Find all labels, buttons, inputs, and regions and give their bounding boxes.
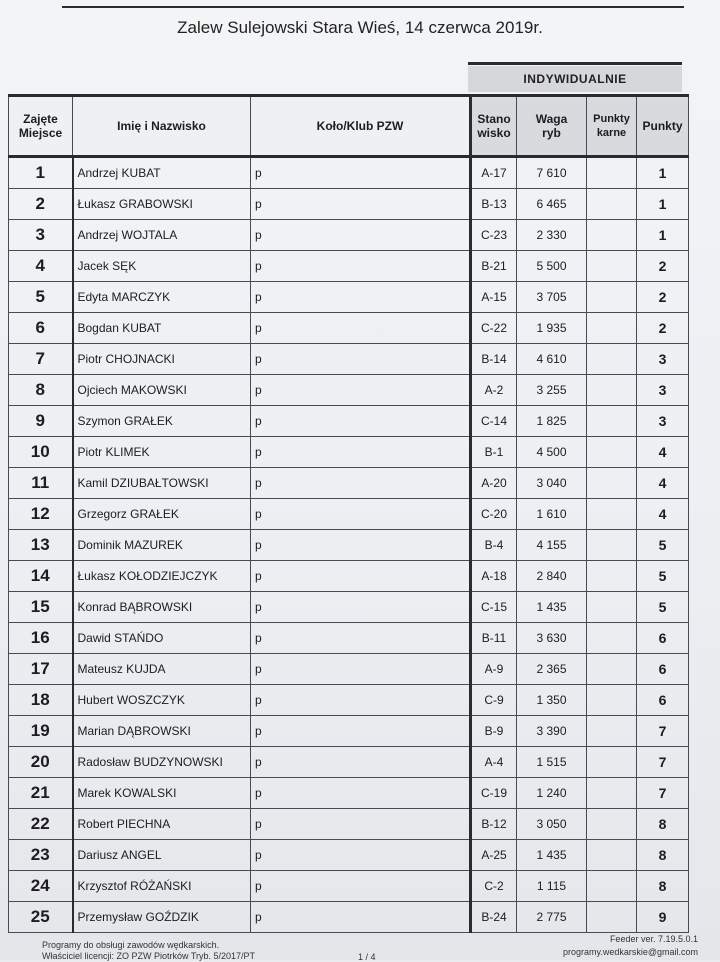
penalty-cell (587, 437, 637, 468)
stano-cell: A-2 (471, 375, 517, 406)
penalty-cell (587, 654, 637, 685)
club-cell: p (251, 778, 471, 809)
name-cell: Ojciech MAKOWSKI (73, 375, 251, 406)
weight-cell: 4 500 (517, 437, 587, 468)
place-cell: 25 (9, 902, 73, 933)
place-cell: 8 (9, 375, 73, 406)
footer-page-number: 1 / 4 (358, 952, 376, 962)
points-cell: 6 (637, 623, 689, 654)
name-cell: Edyta MARCZYK (73, 282, 251, 313)
weight-cell: 4 610 (517, 344, 587, 375)
points-cell: 1 (637, 157, 689, 189)
weight-cell: 1 435 (517, 840, 587, 871)
header-club: Koło/Klub PZW (251, 96, 471, 157)
table-row (9, 468, 689, 499)
points-cell: 7 (637, 716, 689, 747)
table-row (9, 592, 689, 623)
weight-cell: 3 050 (517, 809, 587, 840)
penalty-cell (587, 809, 637, 840)
points-cell: 5 (637, 561, 689, 592)
table-row (9, 375, 689, 406)
table-row (9, 406, 689, 437)
header-name: Imię i Nazwisko (73, 96, 251, 157)
table-row (9, 437, 689, 468)
name-cell: Piotr CHOJNACKI (73, 344, 251, 375)
place-cell: 2 (9, 189, 73, 220)
place-cell: 15 (9, 592, 73, 623)
club-cell: p (251, 406, 471, 437)
stano-cell: B-24 (471, 902, 517, 933)
table-row (9, 778, 689, 809)
stano-cell: B-4 (471, 530, 517, 561)
stano-cell: C-15 (471, 592, 517, 623)
penalty-cell (587, 499, 637, 530)
penalty-cell (587, 251, 637, 282)
table-row (9, 871, 689, 902)
club-cell: p (251, 623, 471, 654)
club-cell: p (251, 685, 471, 716)
table-row (9, 809, 689, 840)
name-cell: Bogdan KUBAT (73, 313, 251, 344)
penalty-cell (587, 406, 637, 437)
stano-cell: B-14 (471, 344, 517, 375)
weight-cell: 2 330 (517, 220, 587, 251)
points-cell: 3 (637, 375, 689, 406)
place-cell: 3 (9, 220, 73, 251)
weight-cell: 1 515 (517, 747, 587, 778)
weight-cell: 1 240 (517, 778, 587, 809)
name-cell: Mateusz KUJDA (73, 654, 251, 685)
points-cell: 1 (637, 189, 689, 220)
weight-cell: 1 115 (517, 871, 587, 902)
points-cell: 8 (637, 840, 689, 871)
weight-cell: 2 775 (517, 902, 587, 933)
weight-cell: 5 500 (517, 251, 587, 282)
penalty-cell (587, 902, 637, 933)
points-cell: 2 (637, 313, 689, 344)
club-cell: p (251, 871, 471, 902)
club-cell: p (251, 716, 471, 747)
club-cell: p (251, 344, 471, 375)
header-stano: Stano wisko (471, 96, 517, 157)
club-cell: p (251, 592, 471, 623)
place-cell: 16 (9, 623, 73, 654)
club-cell: p (251, 809, 471, 840)
table-row (9, 654, 689, 685)
footer-line1: Programy do obsługi zawodów wędkarskich. (42, 940, 220, 950)
stano-cell: B-1 (471, 437, 517, 468)
penalty-cell (587, 840, 637, 871)
club-cell: p (251, 437, 471, 468)
table-row (9, 902, 689, 933)
penalty-cell (587, 313, 637, 344)
footer-software (563, 933, 698, 959)
place-cell: 6 (9, 313, 73, 344)
club-cell: p (251, 375, 471, 406)
table-row (9, 623, 689, 654)
penalty-cell (587, 871, 637, 902)
name-cell: Hubert WOSZCZYK (73, 685, 251, 716)
name-cell: Dawid STAŃDO (73, 623, 251, 654)
weight-cell: 2 365 (517, 654, 587, 685)
penalty-cell (587, 468, 637, 499)
club-cell: p (251, 902, 471, 933)
penalty-cell (587, 530, 637, 561)
place-cell: 10 (9, 437, 73, 468)
stano-cell: A-15 (471, 282, 517, 313)
penalty-cell (587, 592, 637, 623)
place-cell: 19 (9, 716, 73, 747)
footer-version: Feeder ver. 7.19.5.0.1 (609, 934, 698, 944)
stano-cell: A-17 (471, 157, 517, 189)
club-cell: p (251, 530, 471, 561)
place-cell: 12 (9, 499, 73, 530)
club-cell: p (251, 499, 471, 530)
table-row (9, 747, 689, 778)
points-cell: 2 (637, 251, 689, 282)
place-cell: 14 (9, 561, 73, 592)
name-cell: Piotr KLIMEK (73, 437, 251, 468)
name-cell: Dominik MAZUREK (73, 530, 251, 561)
header-points: Punkty (637, 96, 689, 157)
points-cell: 1 (637, 220, 689, 251)
name-cell: Radosław BUDZYNOWSKI (73, 747, 251, 778)
top-rule (62, 6, 684, 8)
place-cell: 23 (9, 840, 73, 871)
table-row (9, 282, 689, 313)
club-cell: p (251, 313, 471, 344)
penalty-cell (587, 747, 637, 778)
penalty-cell (587, 375, 637, 406)
stano-cell: B-11 (471, 623, 517, 654)
section-label: INDYWIDUALNIE (468, 66, 682, 92)
place-cell: 18 (9, 685, 73, 716)
footer-line2: Właściciel licencji: ZO PZW Piotrków Tryb. 5/2017/PT (42, 951, 256, 961)
club-cell: p (251, 251, 471, 282)
club-cell: p (251, 561, 471, 592)
weight-cell: 3 040 (517, 468, 587, 499)
stano-cell: A-20 (471, 468, 517, 499)
stano-cell: C-22 (471, 313, 517, 344)
club-cell: p (251, 840, 471, 871)
club-cell: p (251, 468, 471, 499)
stano-cell: A-4 (471, 747, 517, 778)
weight-cell: 6 465 (517, 189, 587, 220)
weight-cell: 1 350 (517, 685, 587, 716)
penalty-cell (587, 157, 637, 189)
points-cell: 8 (637, 871, 689, 902)
points-cell: 3 (637, 406, 689, 437)
penalty-cell (587, 220, 637, 251)
table-row (9, 313, 689, 344)
place-cell: 17 (9, 654, 73, 685)
penalty-cell (587, 623, 637, 654)
table-row (9, 499, 689, 530)
table-header-row (9, 96, 689, 157)
stano-cell: C-14 (471, 406, 517, 437)
stano-cell: C-19 (471, 778, 517, 809)
points-cell: 5 (637, 592, 689, 623)
weight-cell: 1 610 (517, 499, 587, 530)
table-row (9, 157, 689, 189)
table-row (9, 530, 689, 561)
stano-cell: B-13 (471, 189, 517, 220)
table-row (9, 685, 689, 716)
page-title: Zalew Sulejowski Stara Wieś, 14 czerwca 2019r. (177, 18, 543, 37)
table-row (9, 220, 689, 251)
penalty-cell (587, 189, 637, 220)
place-cell: 4 (9, 251, 73, 282)
points-cell: 8 (637, 809, 689, 840)
penalty-cell (587, 344, 637, 375)
weight-cell: 2 840 (517, 561, 587, 592)
weight-cell: 1 825 (517, 406, 587, 437)
points-cell: 5 (637, 530, 689, 561)
stano-cell: C-9 (471, 685, 517, 716)
points-cell: 4 (637, 437, 689, 468)
name-cell: Krzysztof RÓŻAŃSKI (73, 871, 251, 902)
points-cell: 4 (637, 468, 689, 499)
club-cell: p (251, 189, 471, 220)
points-cell: 7 (637, 778, 689, 809)
place-cell: 5 (9, 282, 73, 313)
table-row (9, 840, 689, 871)
place-cell: 13 (9, 530, 73, 561)
name-cell: Szymon GRAŁEK (73, 406, 251, 437)
stano-cell: A-18 (471, 561, 517, 592)
name-cell: Andrzej KUBAT (73, 157, 251, 189)
stano-cell: B-9 (471, 716, 517, 747)
points-cell: 7 (637, 747, 689, 778)
points-cell: 6 (637, 654, 689, 685)
name-cell: Przemysław GOŹDZIK (73, 902, 251, 933)
name-cell: Dariusz ANGEL (73, 840, 251, 871)
penalty-cell (587, 716, 637, 747)
stano-cell: A-9 (471, 654, 517, 685)
place-cell: 11 (9, 468, 73, 499)
section-rule (468, 62, 682, 65)
club-cell: p (251, 220, 471, 251)
table-row (9, 716, 689, 747)
name-cell: Kamil DZIUBAŁTOWSKI (73, 468, 251, 499)
place-cell: 20 (9, 747, 73, 778)
stano-cell: A-25 (471, 840, 517, 871)
table-row (9, 561, 689, 592)
place-cell: 7 (9, 344, 73, 375)
name-cell: Andrzej WOJTALA (73, 220, 251, 251)
weight-cell: 3 255 (517, 375, 587, 406)
name-cell: Grzegorz GRAŁEK (73, 499, 251, 530)
name-cell: Marek KOWALSKI (73, 778, 251, 809)
stano-cell: B-21 (471, 251, 517, 282)
footer-email: programy.wedkarskie@gmail.com (562, 947, 698, 957)
points-cell: 2 (637, 282, 689, 313)
weight-cell: 1 935 (517, 313, 587, 344)
footer-license (42, 940, 255, 962)
stano-cell: C-2 (471, 871, 517, 902)
points-cell: 6 (637, 685, 689, 716)
weight-cell: 1 435 (517, 592, 587, 623)
penalty-cell (587, 685, 637, 716)
header-place: Zajęte Miejsce (9, 96, 73, 157)
weight-cell: 3 390 (517, 716, 587, 747)
weight-cell: 7 610 (517, 157, 587, 189)
club-cell: p (251, 157, 471, 189)
weight-cell: 3 705 (517, 282, 587, 313)
club-cell: p (251, 747, 471, 778)
place-cell: 9 (9, 406, 73, 437)
name-cell: Konrad BĄBROWSKI (73, 592, 251, 623)
name-cell: Łukasz KOŁODZIEJCZYK (73, 561, 251, 592)
table-row (9, 189, 689, 220)
club-cell: p (251, 282, 471, 313)
table-row (9, 344, 689, 375)
weight-cell: 3 630 (517, 623, 587, 654)
points-cell: 4 (637, 499, 689, 530)
header-karne: Punkty karne (587, 96, 637, 157)
penalty-cell (587, 561, 637, 592)
points-cell: 9 (637, 902, 689, 933)
stano-cell: B-12 (471, 809, 517, 840)
name-cell: Marian DĄBROWSKI (73, 716, 251, 747)
results-table (8, 94, 689, 933)
stano-cell: C-20 (471, 499, 517, 530)
name-cell: Robert PIECHNA (73, 809, 251, 840)
penalty-cell (587, 778, 637, 809)
penalty-cell (587, 282, 637, 313)
table-row (9, 251, 689, 282)
name-cell: Łukasz GRABOWSKI (73, 189, 251, 220)
points-cell: 3 (637, 344, 689, 375)
place-cell: 21 (9, 778, 73, 809)
header-waga: Waga ryb (517, 96, 587, 157)
stano-cell: C-23 (471, 220, 517, 251)
weight-cell: 4 155 (517, 530, 587, 561)
place-cell: 1 (9, 157, 73, 189)
place-cell: 24 (9, 871, 73, 902)
place-cell: 22 (9, 809, 73, 840)
name-cell: Jacek SĘK (73, 251, 251, 282)
club-cell: p (251, 654, 471, 685)
